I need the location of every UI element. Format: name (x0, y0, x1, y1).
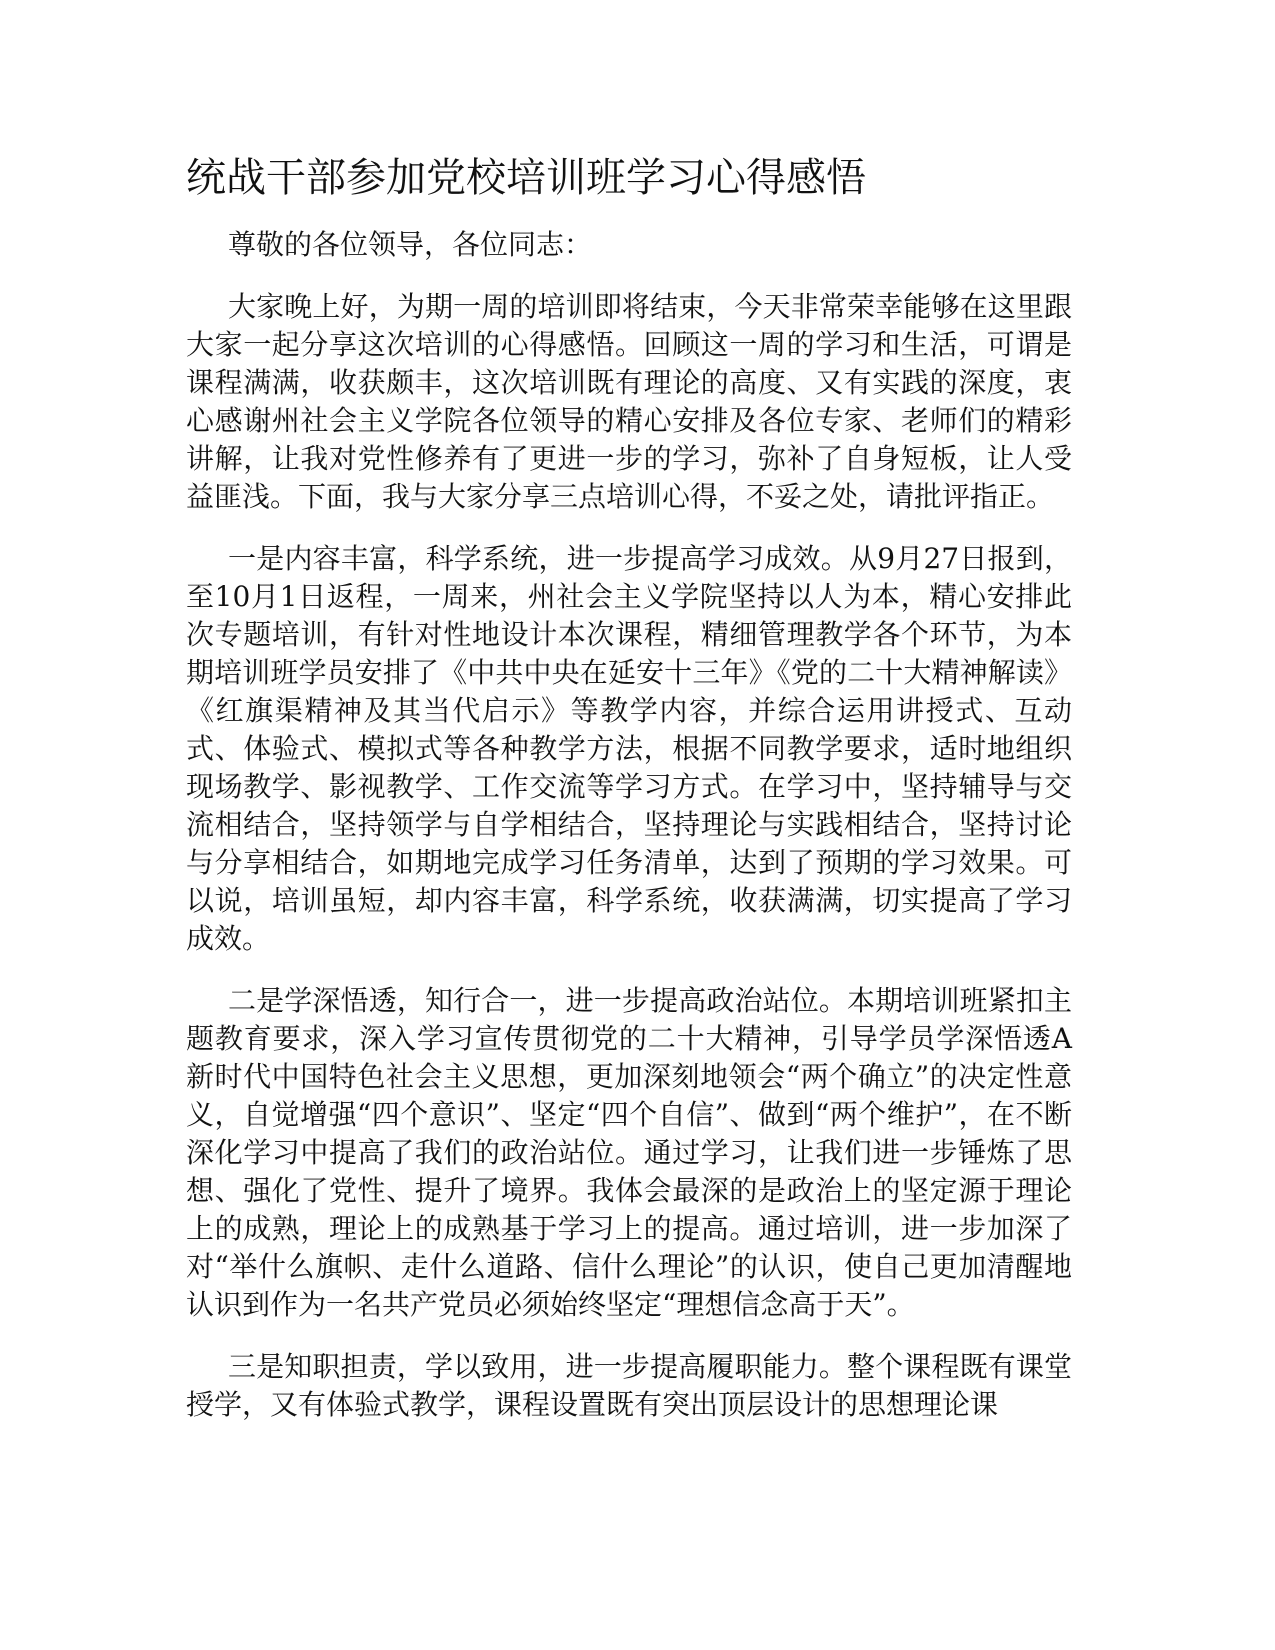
paragraph-2: 一是内容丰富，科学系统，进一步提高学习成效。从9月27日报到，至10月1日返程，一周来，州社会主义学院坚持以人为本，精心安排此次专题培训，有针对性地设计本次课程，精细管理教学各个环节，为本期培训班学员安排了《中共中央在延安十三年》《党的二十大精神解读》《红旗渠精神及其当代启示》等教学内容，并综合运用讲授式、互动式、体验式、模拟式等各种教学方法，根据不同教学要求，适时地组织现场教学、影视教学、工作交流等学习方式。在学习中，坚持辅导与交流相结合，坚持领学与自学相结合，坚持理论与实践相结合，坚持讨论与分享相结合，如期地完成学习任务清单，达到了预期的学习效果。可以说，培训虽短，却内容丰富，科学系统，收获满满，切实提高了学习成效。 (186, 542, 1072, 955)
paragraph-3: 二是学深悟透，知行合一，进一步提高政治站位。本期培训班紧扣主题教育要求，深入学习宣传贯彻党的二十大精神，引导学员学深悟透A新时代中国特色社会主义思想，更加深刻地领会“两个确立”的决定性意义，自觉增强“四个意识”、坚定“四个自信”、做到“两个维护”，在不断深化学习中提高了我们的政治站位。通过学习，让我们进一步锤炼了思想、强化了党性、提升了境界。我体会最深的是政治上的坚定源于理论上的成熟，理论上的成熟基于学习上的提高。通过培训，进一步加深了对“举什么旗帜、走什么道路、信什么理论”的认识，使自己更加清醒地认识到作为一名共产党员必须始终坚定“理想信念高于天”。 (186, 984, 1072, 1321)
greeting-line: 尊敬的各位领导，各位同志： (228, 228, 593, 261)
paragraph-4: 三是知职担责，学以致用，进一步提高履职能力。整个课程既有课堂授学，又有体验式教学，课程设置既有突出顶层设计的思想理论课 (186, 1350, 1072, 1421)
document-page (186, 150, 1072, 1424)
paragraph-1: 大家晚上好，为期一周的培训即将结束，今天非常荣幸能够在这里跟大家一起分享这次培训的心得感悟。回顾这一周的学习和生活，可谓是课程满满，收获颇丰，这次培训既有理论的高度、又有实践的深度，衷心感谢州社会主义学院各位领导的精心安排及各位专家、老师们的精彩讲解，让我对党性修养有了更进一步的学习，弥补了自身短板，让人受益匪浅。下面，我与大家分享三点培训心得，不妥之处，请批评指正。 (186, 290, 1072, 513)
document-title: 统战干部参加党校培训班学习心得感悟 (186, 155, 866, 201)
